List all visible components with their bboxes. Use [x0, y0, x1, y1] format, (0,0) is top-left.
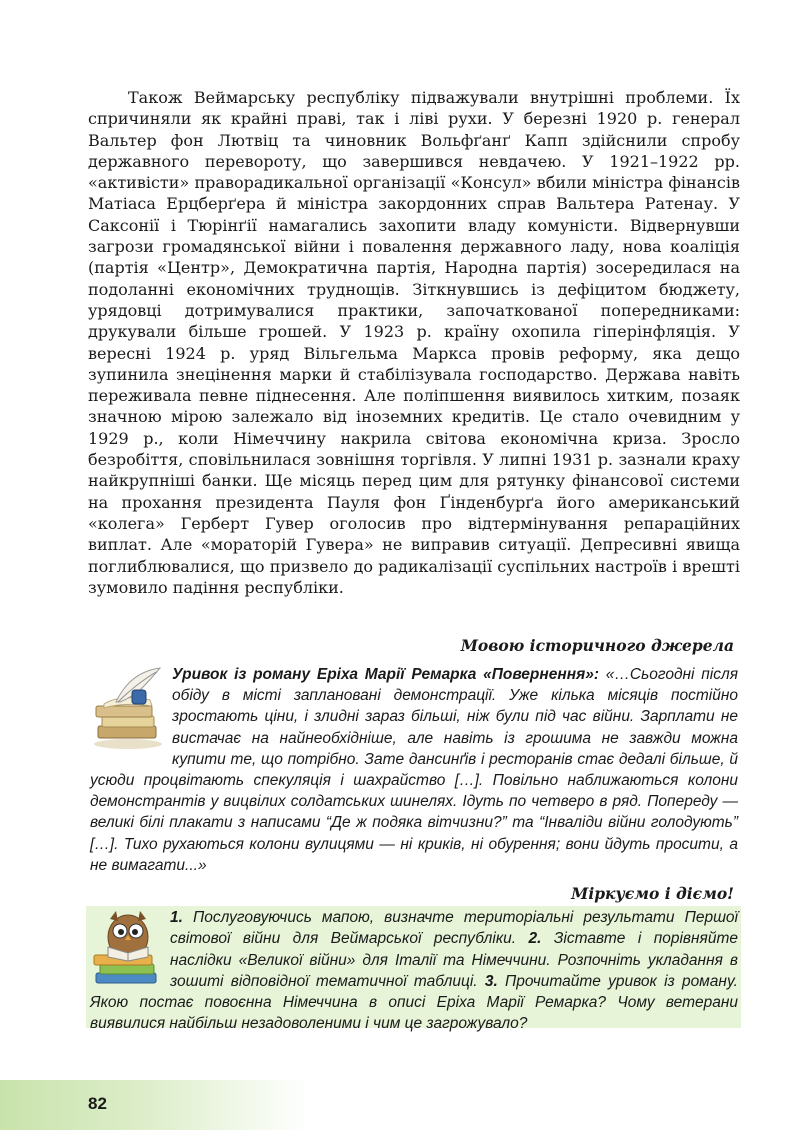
source-quote [90, 664, 738, 876]
owl-reading-icon [90, 907, 166, 991]
task-1-text: Послуговуючись мапою, визначте територіальні результати Першої світової війни для Веймарської республіки. [170, 909, 738, 948]
task-3-number: 3. [484, 972, 498, 990]
quote-title: Уривок із роману Еріха Марії Ремарка «Повернення»: [172, 666, 600, 683]
task-3-text: Прочитайте уривок із роману. Якою постає повоєнна Німеччина в описі Еріха Марії Ремарка? Чому ветерани виявилися найбільш незадоволеними і чим це загрожувало? [90, 972, 738, 1033]
activities-tasks [90, 907, 738, 1035]
activities-heading: Міркуємо і діємо! [571, 884, 734, 903]
task-2-text: Зіставте і порівняйте наслідки «Великої війни» для Італії та Німеччини. Розпочніть укладання в зошиті відповідної тематичної таблиці. [170, 930, 738, 990]
task-2-number: 2. [528, 930, 542, 948]
main-paragraph: Також Веймарську республіку підважували внутрішні проблеми. Їх спричиняли як крайні праві, так і ліві рухи. У березні 1920 р. генерал Вальтер фон Лютвіц та чиновник Вольфґанґ Капп здійснили спробу державного перевороту, що завершився невдачею. У 1921–1922 рр. «активісти» праворадикальної організації «Консул» вбили міністра фінансів Матіаса Ерцберґера й міністра закордонних справ Вальтера Ратенау. У Саксонії і Тюрінґії намагались захопити владу комуністи. Відвернувши загрози громадянської війни і повалення державного ладу, нова коаліція (партія «Центр», Демократична партія, Народна партія) зосередилася на подоланні економічних труднощів. Зіткнувшись із дефіцитом бюджету, урядовці дотримувалися практики, започаткованої попередниками: друкували більше грошей. У 1923 р. країну охопила гіперінфляція. У вересні 1924 р. уряд Вільгельма Маркса провів реформу, яка дещо зупинила знецінення марки й стабілізувала господарство. Держава навіть переживала певне піднесення. Але поліпшення виявилось хитким, позаяк значною мірою залежало від іноземних кредитів. Це стало очевидним у 1929 р., коли Німеччину накрила світова економічна криза. Зросло безробіття, сповільнилася зовнішня торгівля. У липні 1931 р. зазнали краху найкрупніші банки. Ще місяць перед цим для рятунку фінансової системи на прохання президента Пауля фон Ґінденбурґа його американський «колега» Герберт Гувер оголосив про відтермінування репараційних виплат. Але «мораторій Гувера» не виправив ситуації. Депресивні явища поглиблювалися, що призвело до радикалізації суспільних настроїв і врешті зумовило падіння республіки. [88, 88, 740, 597]
source-section-heading: Мовою історичного джерела [460, 636, 734, 655]
task-1-number: 1. [170, 909, 183, 926]
quote-text: «…Сьогодні після обіду в місті заплановані демонстрації. Уже кілька місяців постійно зростають ціни, і злидні зараз більші, ніж були під час війни. Зарплати не вистачає на найнеобхідніше, але навіть із грошима не завжди можна купити те, що потрібно. Зате дансинґів і ресторанів стає дедалі більше, й усюди процвітають спекуляція і шахрайство […]. Повільно наближаються колони демонстрантів у вицвілих солдатських шинелях. Ідуть по четверо в ряд. Попереду — великі білі плакати з написами “Де ж подяка вітчизни?” та “Інваліди війни голодують” […]. Тихо рухаються колони вулицями — ні криків, ні обурення; вони йдуть просити, а не вимагати...» [90, 666, 739, 874]
page-number: 82 [88, 1094, 107, 1113]
quill-books-icon [90, 664, 168, 752]
